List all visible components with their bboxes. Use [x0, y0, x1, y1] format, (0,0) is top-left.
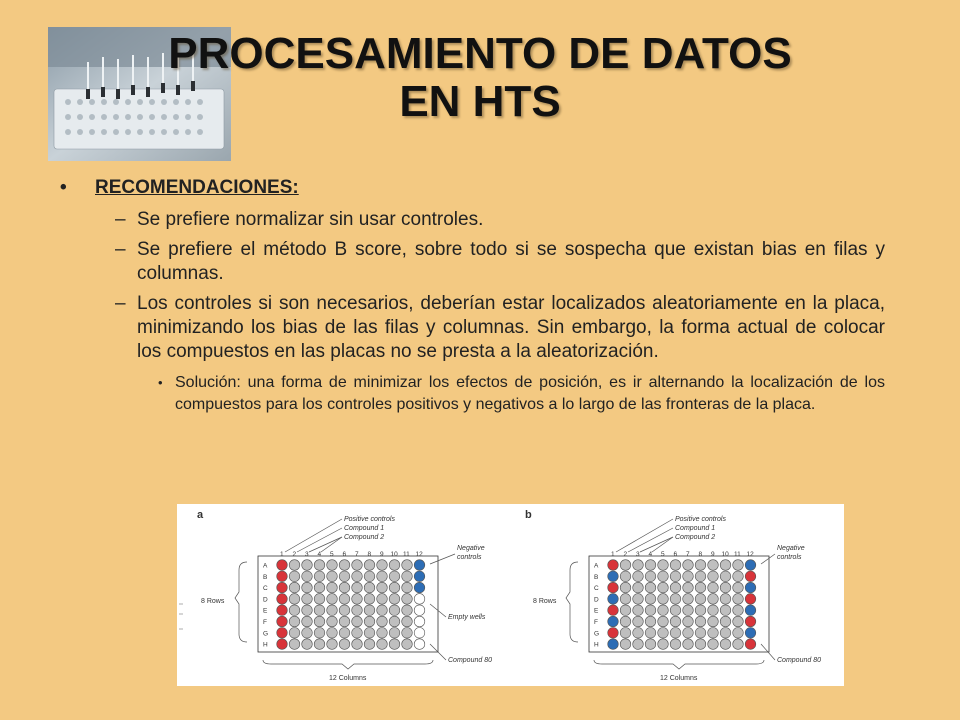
plate-b-well	[720, 582, 731, 593]
plate-a-col-number: 1	[280, 551, 284, 558]
plate-a-well	[314, 605, 325, 616]
panel-b-label: b	[525, 509, 532, 521]
plate-a-well	[352, 605, 363, 616]
plate-b-well	[620, 582, 631, 593]
plate-b-well	[633, 594, 644, 605]
plate-a-col-number: 6	[342, 551, 347, 558]
plate-a-well	[277, 571, 288, 582]
plate-a	[263, 551, 425, 649]
plate-b-well	[670, 605, 681, 616]
recommendation-item-2	[60, 238, 885, 286]
plate-a-well	[289, 605, 300, 616]
plate-b-well	[633, 605, 644, 616]
plate-a-well	[364, 594, 375, 605]
plate-a-well	[352, 639, 363, 650]
plate-a-well	[377, 616, 388, 627]
plate-a-well	[377, 605, 388, 616]
plate-b-well	[620, 616, 631, 627]
plate-a-well	[327, 616, 338, 627]
plate-a-well	[314, 628, 325, 639]
plate-b-well	[720, 639, 731, 650]
plate-a-well	[327, 605, 338, 616]
plate-b-well	[695, 594, 706, 605]
plate-b-well	[608, 594, 619, 605]
rows-label-b: 8 Rows	[533, 598, 557, 605]
plate-b-row-letter: D	[594, 596, 599, 604]
plate-b-well	[745, 639, 756, 650]
plate-a-row-letter: A	[263, 562, 268, 570]
plate-b-row-letter: G	[594, 630, 600, 638]
bullet-icon: •	[60, 177, 67, 198]
plate-b-well	[683, 639, 694, 650]
plate-b-well	[683, 616, 694, 627]
plate-b-col-number: 7	[686, 551, 690, 558]
plate-b-well	[670, 616, 681, 627]
plate-b-well	[695, 628, 706, 639]
plate-b-col-number: 2	[623, 551, 628, 558]
panel-a-label: a	[197, 509, 204, 521]
label-compound1-a: Compound 1	[344, 525, 385, 532]
plate-a-well	[289, 639, 300, 650]
plate-a-well	[377, 628, 388, 639]
plate-a-well	[364, 571, 375, 582]
plate-b-well	[683, 582, 694, 593]
plate-a-well	[314, 571, 325, 582]
plate-a-well	[414, 628, 425, 639]
plate-a-well	[414, 605, 425, 616]
plate-a-well	[339, 582, 350, 593]
plate-a-well	[352, 571, 363, 582]
plate-b-well	[608, 582, 619, 593]
label-compound80-a: Compound 80	[448, 657, 492, 664]
plate-b-well	[695, 605, 706, 616]
plate-frame-a	[258, 556, 438, 652]
plate-a-well	[289, 594, 300, 605]
plate-a-row-letter: E	[263, 607, 268, 615]
plate-a-well	[339, 639, 350, 650]
plate-b-well	[733, 628, 744, 639]
plate-a-well	[389, 560, 400, 571]
plate-a-well	[302, 571, 313, 582]
plate-b-well	[708, 628, 719, 639]
plate-b-well	[733, 571, 744, 582]
plate-b-well	[633, 628, 644, 639]
plate-b-well	[695, 571, 706, 582]
plate-b-well	[633, 571, 644, 582]
plate-a-well	[339, 628, 350, 639]
plate-b-well	[608, 605, 619, 616]
plate-a-col-number: 2	[292, 551, 297, 558]
plate-b-well	[745, 560, 756, 571]
plate-a-well	[277, 605, 288, 616]
plate-b-row-letter: C	[594, 585, 599, 593]
columns-label-b: 12 Columns	[660, 675, 698, 682]
plate-a-row-letter: D	[263, 596, 268, 604]
plate-b-well	[683, 628, 694, 639]
plate-b-well	[670, 628, 681, 639]
plate-b-col-number: 9	[711, 551, 715, 558]
plate-b-well	[720, 560, 731, 571]
plate-a-well	[389, 571, 400, 582]
plate-b-well	[645, 594, 656, 605]
plate-b-well	[670, 582, 681, 593]
plate-a-well	[327, 560, 338, 571]
rows-label-a: 8 Rows	[201, 598, 225, 605]
plate-b-well	[608, 560, 619, 571]
plate-b-well	[658, 639, 669, 650]
plate-a-col-number: 9	[380, 551, 384, 558]
plate-b-col-number: 6	[673, 551, 678, 558]
plate-b-well	[733, 582, 744, 593]
dash-icon: –	[115, 239, 126, 260]
label-negative-b-1: Negative	[777, 545, 805, 552]
plate-b-well	[695, 616, 706, 627]
plate-a-well	[389, 616, 400, 627]
plate-b-well	[733, 560, 744, 571]
dash-icon: –	[115, 209, 126, 230]
label-negative-a-2: controls	[457, 554, 482, 561]
plate-b-row-letter: A	[594, 562, 599, 570]
plate-b-well	[658, 571, 669, 582]
label-compound2-a: Compound 2	[344, 534, 385, 541]
item-text: Se prefiere normalizar sin usar controles.	[137, 209, 484, 230]
plate-a-well	[389, 605, 400, 616]
plate-b-well	[620, 594, 631, 605]
title-line-1: PROCESAMIENTO DE DATOS	[168, 29, 792, 78]
plate-b-well	[670, 560, 681, 571]
subitem-text: Solución: una forma de minimizar los efectos de posición, es ir alternando la localización de los compuestos para los controles positivos y negativos a lo largo de las fronteras de la placa.	[175, 374, 885, 413]
plate-b-well	[608, 616, 619, 627]
title-line-2: EN HTS	[399, 77, 561, 126]
plate-a-col-number: 11	[403, 551, 410, 558]
plate-b-well	[733, 605, 744, 616]
plate-b-col-number: 4	[648, 551, 653, 558]
plate-a-col-number: 5	[330, 551, 334, 558]
label-compound2-b: Compound 2	[675, 534, 716, 541]
plate-b-col-number: 12	[746, 551, 754, 558]
plate-a-well	[289, 560, 300, 571]
plate-a-well	[414, 582, 425, 593]
dash-icon: –	[115, 293, 126, 314]
plate-b-col-number: 1	[611, 551, 615, 558]
plate-b-well	[608, 628, 619, 639]
label-positive-controls-a: Positive controls	[344, 516, 395, 523]
plate-b-well	[733, 616, 744, 627]
plate-b-well	[645, 616, 656, 627]
plate-b-well	[645, 571, 656, 582]
plate-b-well	[620, 639, 631, 650]
plate-b-well	[620, 628, 631, 639]
plate-b-well	[720, 628, 731, 639]
plate-b-well	[720, 605, 731, 616]
plate-b-well	[658, 560, 669, 571]
plate-b-row-letter: E	[594, 607, 599, 615]
plate-a-well	[414, 616, 425, 627]
plate-b-well	[745, 571, 756, 582]
plate-b-well	[695, 560, 706, 571]
plate-a-well	[277, 582, 288, 593]
plate-a-well	[414, 639, 425, 650]
plate-a-col-number: 8	[367, 551, 372, 558]
plate-a-well	[402, 616, 413, 627]
plate-a-well	[352, 560, 363, 571]
plate-b-well	[670, 639, 681, 650]
plate-a-well	[389, 639, 400, 650]
plate-b-well	[708, 605, 719, 616]
plate-b-well	[645, 605, 656, 616]
plate-a-well	[377, 582, 388, 593]
plate-layout-figure	[177, 504, 844, 686]
plate-a-well	[314, 639, 325, 650]
plate-b-well	[708, 594, 719, 605]
plate-a-well	[364, 605, 375, 616]
plate-b-col-number: 5	[661, 551, 665, 558]
plate-a-col-number: 7	[355, 551, 359, 558]
plate-b-well	[645, 628, 656, 639]
plate-a-well	[277, 616, 288, 627]
plate-a-well	[352, 582, 363, 593]
plate-a-well	[314, 616, 325, 627]
plate-a-well	[389, 594, 400, 605]
plate-b-well	[608, 639, 619, 650]
plate-a-col-number: 12	[415, 551, 423, 558]
plate-b-well	[670, 571, 681, 582]
plate-a-well	[402, 594, 413, 605]
plate-b-well	[645, 582, 656, 593]
plate-b-well	[720, 594, 731, 605]
recommendation-item-1	[60, 208, 885, 232]
plate-b-well	[683, 571, 694, 582]
plate-b-well	[658, 616, 669, 627]
plate-b-well	[658, 605, 669, 616]
plate-b-well	[620, 560, 631, 571]
plate-a-well	[302, 582, 313, 593]
label-empty-wells: Empty wells	[448, 614, 486, 621]
plate-b-well	[670, 594, 681, 605]
plate-a-well	[402, 582, 413, 593]
plate-a-well	[414, 571, 425, 582]
plate-b-well	[708, 639, 719, 650]
plate-b-well	[608, 571, 619, 582]
plate-a-well	[364, 560, 375, 571]
plate-a-well	[402, 560, 413, 571]
plate-a-well	[339, 594, 350, 605]
plate-a-well	[414, 594, 425, 605]
plate-a-col-number: 4	[317, 551, 322, 558]
plate-a-well	[402, 628, 413, 639]
plate-a-well	[414, 560, 425, 571]
plate-b-well	[658, 582, 669, 593]
plate-a-well	[277, 628, 288, 639]
plate-b	[594, 551, 756, 649]
heading-text: RECOMENDACIONES:	[95, 177, 299, 198]
plate-b-well	[695, 582, 706, 593]
label-compound80-b: Compound 80	[777, 657, 821, 664]
plate-a-well	[364, 616, 375, 627]
label-negative-b-2: controls	[777, 554, 802, 561]
plate-a-well	[314, 582, 325, 593]
item-text: Se prefiere el método B score, sobre todo si se sospecha que existan bias en filas y columnas.	[137, 239, 885, 284]
bullet-icon: •	[158, 375, 163, 390]
plate-b-well	[745, 605, 756, 616]
plate-a-well	[377, 639, 388, 650]
plate-b-well	[745, 616, 756, 627]
plate-b-well	[658, 594, 669, 605]
plate-a-well	[289, 628, 300, 639]
plate-a-well	[277, 594, 288, 605]
plate-a-well	[364, 639, 375, 650]
plate-b-well	[683, 594, 694, 605]
plate-b-well	[683, 605, 694, 616]
solution-subitem	[60, 372, 885, 416]
slide-title	[40, 30, 920, 126]
plate-a-well	[302, 560, 313, 571]
item-text: Los controles si son necesarios, deberían estar localizados aleatoriamente en la placa, minimizando los bias de las filas y columnas. Sin embargo, la forma actual de colocar los compuestos en las placas no se presta a la aleatorización.	[137, 293, 885, 362]
plate-b-col-number: 8	[698, 551, 703, 558]
plate-a-well	[314, 594, 325, 605]
plate-b-well	[745, 582, 756, 593]
recommendation-item-3	[60, 292, 885, 364]
plate-b-well	[633, 616, 644, 627]
plate-a-well	[302, 605, 313, 616]
plate-b-well	[645, 639, 656, 650]
columns-label-a: 12 Columns	[329, 675, 367, 682]
plate-b-well	[720, 616, 731, 627]
plate-a-well	[377, 571, 388, 582]
plate-b-row-letter: H	[594, 641, 599, 649]
plate-b-well	[708, 560, 719, 571]
slide-body	[60, 174, 885, 416]
plate-a-row-letter: H	[263, 641, 268, 649]
plate-b-well	[695, 639, 706, 650]
plate-a-well	[364, 582, 375, 593]
plate-a-well	[289, 582, 300, 593]
plate-a-well	[302, 616, 313, 627]
plate-a-row-letter: B	[263, 573, 268, 581]
plate-a-well	[302, 628, 313, 639]
plate-b-well	[745, 594, 756, 605]
plate-a-well	[314, 560, 325, 571]
plate-b-well	[633, 639, 644, 650]
plate-b-row-letter: B	[594, 573, 599, 581]
plate-b-well	[645, 560, 656, 571]
plate-a-well	[327, 582, 338, 593]
plate-a-well	[339, 560, 350, 571]
plate-b-well	[633, 582, 644, 593]
plate-a-well	[302, 594, 313, 605]
plate-b-well	[620, 605, 631, 616]
plate-a-col-number: 3	[305, 551, 309, 558]
plate-a-well	[327, 639, 338, 650]
plate-a-well	[327, 571, 338, 582]
plate-a-well	[327, 628, 338, 639]
plate-a-well	[289, 571, 300, 582]
plate-a-row-letter: C	[263, 585, 268, 593]
plate-b-col-number: 3	[636, 551, 640, 558]
plate-b-well	[620, 571, 631, 582]
plate-a-well	[389, 628, 400, 639]
plate-a-well	[352, 594, 363, 605]
plate-frame-b	[589, 556, 769, 652]
plate-b-col-number: 11	[734, 551, 741, 558]
plate-b-well	[745, 628, 756, 639]
plate-b-col-number: 10	[721, 551, 729, 558]
plate-a-well	[277, 560, 288, 571]
plate-b-row-letter: F	[594, 619, 598, 626]
plate-b-well	[733, 639, 744, 650]
plate-a-well	[377, 594, 388, 605]
label-compound1-b: Compound 1	[675, 525, 716, 532]
plate-a-row-letter: F	[263, 619, 267, 626]
plate-a-well	[277, 639, 288, 650]
plate-b-well	[683, 560, 694, 571]
plate-b-well	[708, 571, 719, 582]
plate-a-well	[402, 571, 413, 582]
plate-b-well	[720, 571, 731, 582]
recommendations-heading	[60, 174, 885, 202]
plate-b-well	[633, 560, 644, 571]
plate-a-well	[377, 560, 388, 571]
plate-a-well	[302, 639, 313, 650]
label-negative-a-1: Negative	[457, 545, 485, 552]
plate-a-well	[339, 616, 350, 627]
plate-b-well	[708, 582, 719, 593]
label-positive-controls-b: Positive controls	[675, 516, 726, 523]
plate-a-col-number: 10	[390, 551, 398, 558]
plate-b-well	[658, 628, 669, 639]
plate-a-well	[327, 594, 338, 605]
plate-b-well	[733, 594, 744, 605]
plate-a-well	[402, 639, 413, 650]
plate-b-well	[708, 616, 719, 627]
plate-a-well	[352, 628, 363, 639]
plate-a-well	[389, 582, 400, 593]
plate-a-row-letter: G	[263, 630, 269, 638]
plate-a-well	[352, 616, 363, 627]
plate-a-well	[339, 605, 350, 616]
plate-a-well	[402, 605, 413, 616]
plate-a-well	[339, 571, 350, 582]
plate-a-well	[289, 616, 300, 627]
plate-a-well	[364, 628, 375, 639]
